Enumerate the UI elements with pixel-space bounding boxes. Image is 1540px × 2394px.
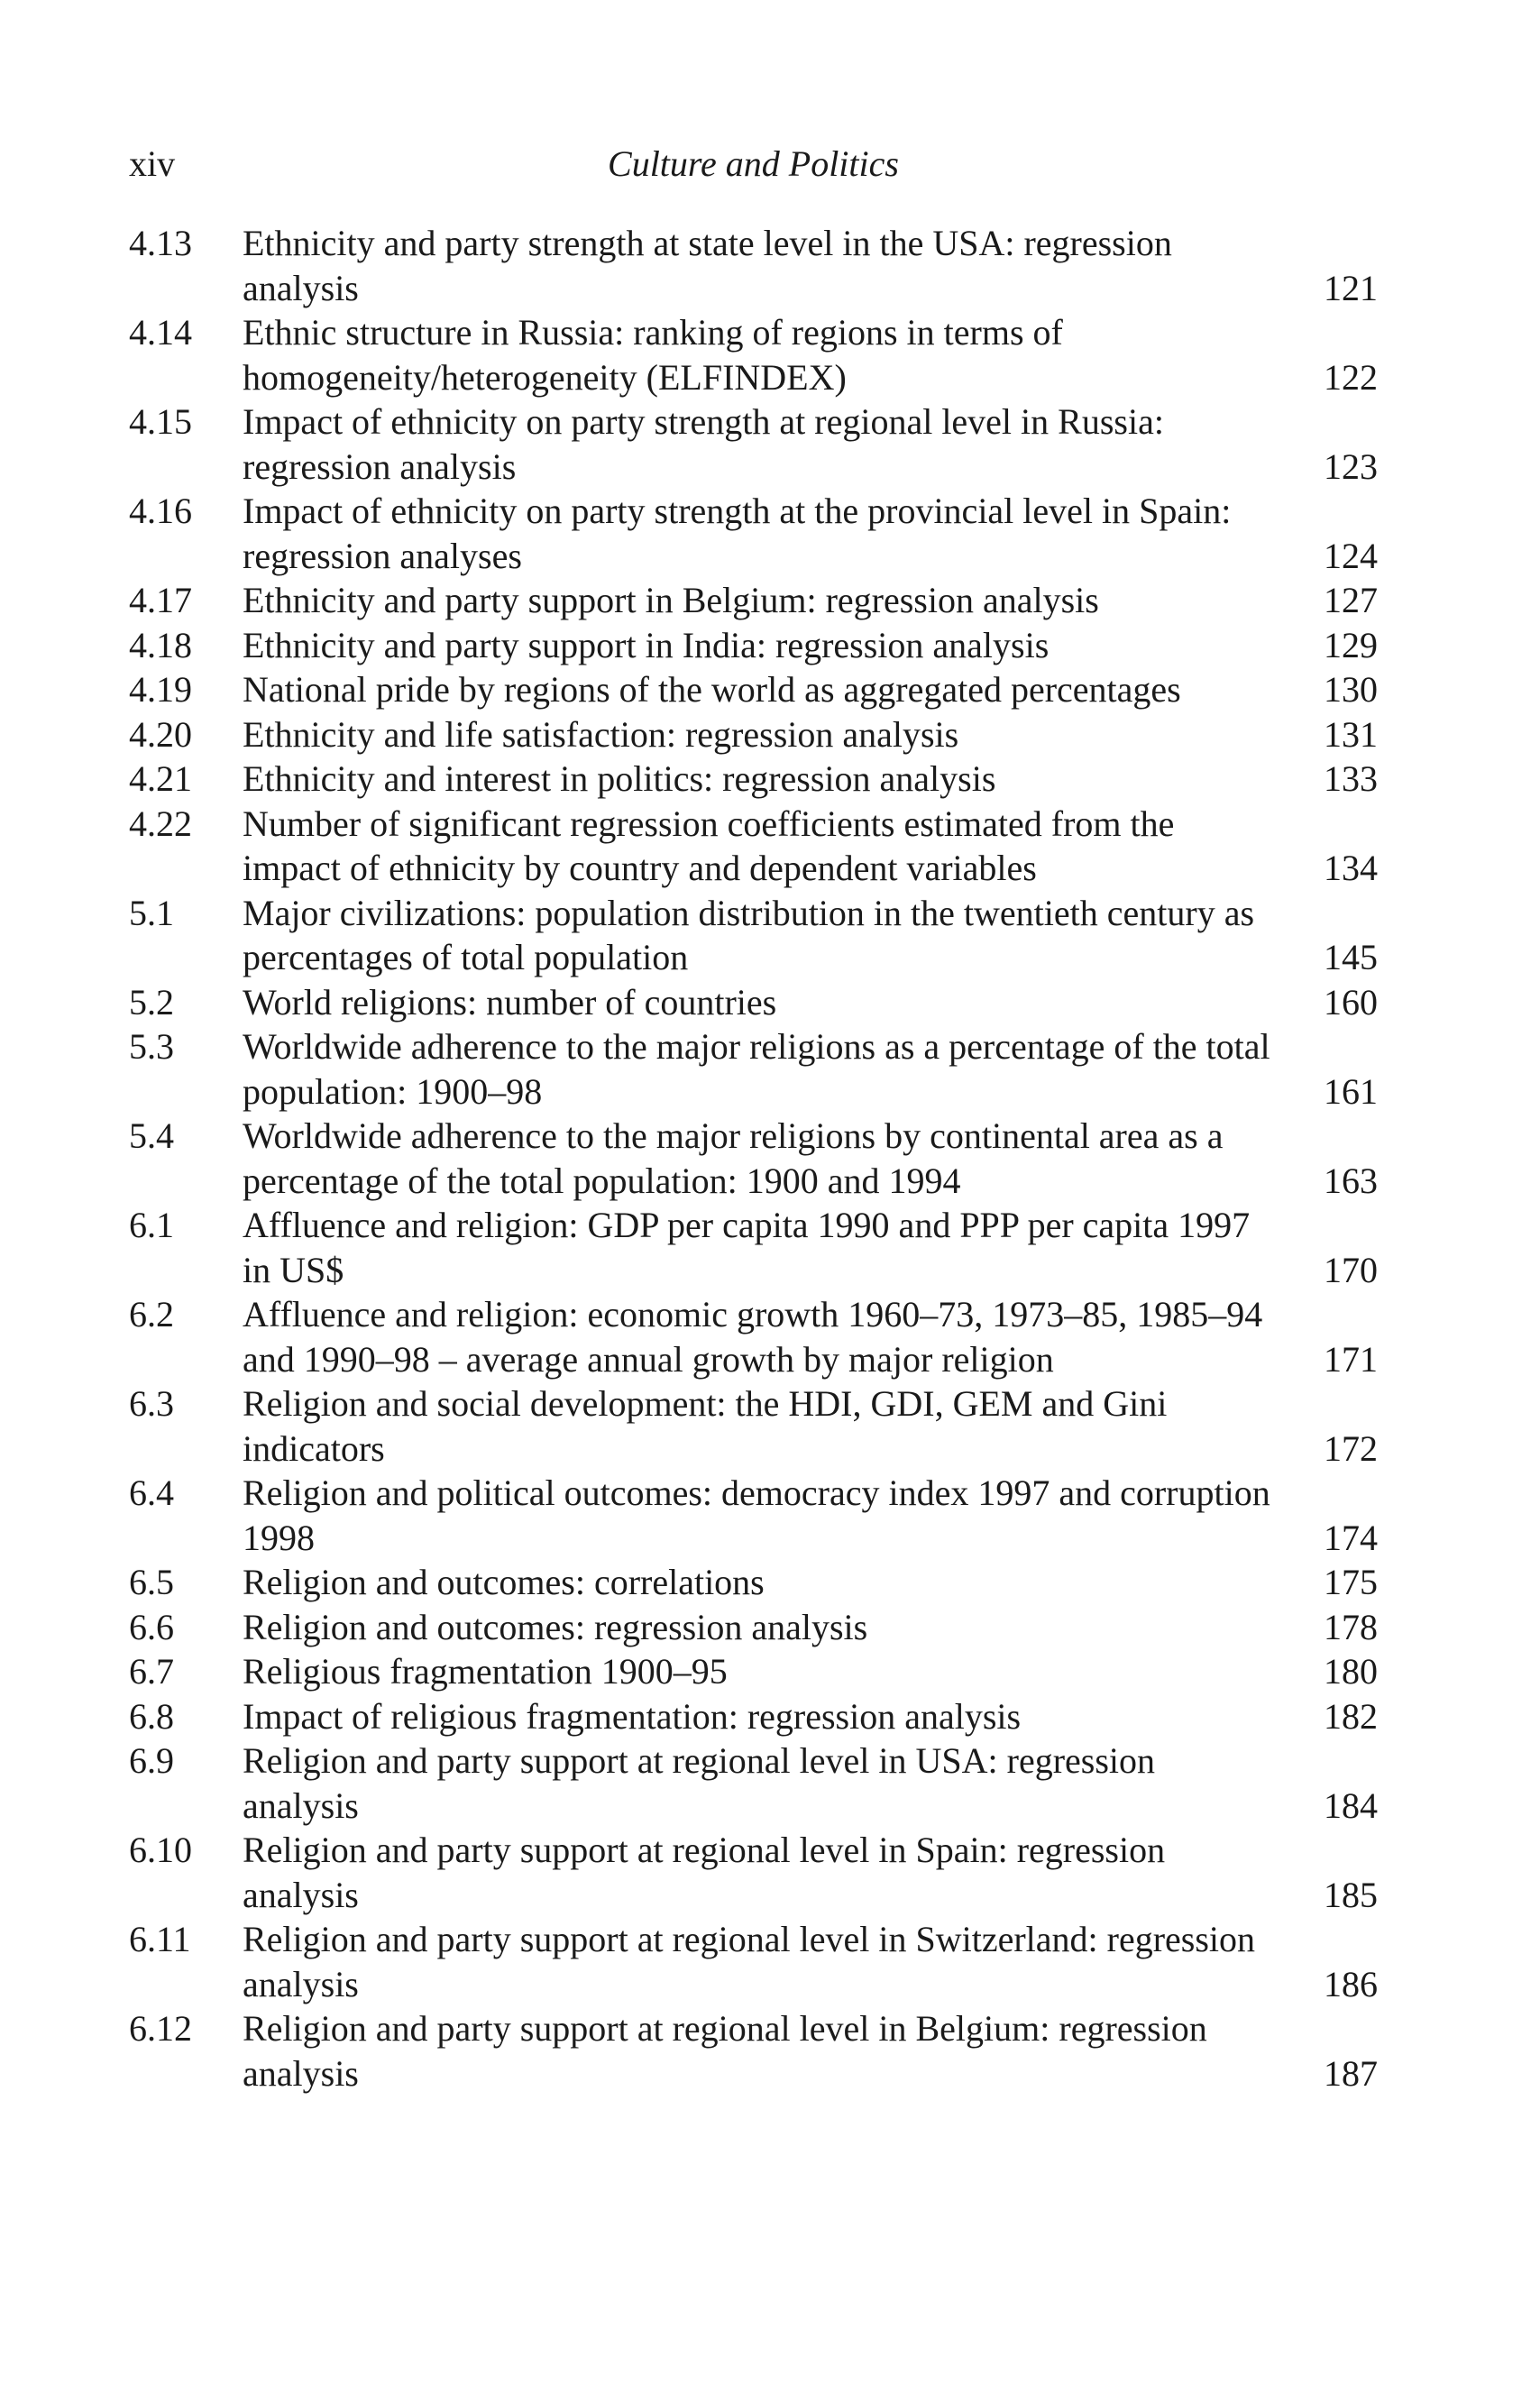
page-number: 172 <box>1324 1427 1378 1469</box>
table-number: 6.11 <box>129 1919 191 1959</box>
toc-entry <box>129 221 1378 310</box>
table-number: 4.15 <box>129 401 192 442</box>
table-number: 5.4 <box>129 1115 174 1156</box>
toc-entry <box>129 1828 1378 1917</box>
toc-entry <box>129 1203 1378 1292</box>
page-number: 174 <box>1324 1517 1378 1558</box>
table-title: National pride by regions of the world as aggregated percentages <box>243 669 1181 710</box>
page-number: 122 <box>1324 356 1378 398</box>
table-title: Religion and party support at regional level in USA: regression analysis <box>243 1740 1156 1826</box>
table-number: 5.3 <box>129 1026 174 1067</box>
page-number: 134 <box>1324 848 1378 888</box>
toc-entry <box>129 1114 1378 1203</box>
table-title: Ethnic structure in Russia: ranking of regions in terms of homogeneity/heterogeneity (ELFINDEX) <box>243 312 1063 398</box>
page-number: 131 <box>1324 713 1378 755</box>
table-number: 6.5 <box>129 1562 174 1602</box>
toc-entry <box>129 980 1378 1025</box>
table-number: 4.16 <box>129 491 192 531</box>
table-number: 6.12 <box>129 2008 192 2049</box>
table-title: Impact of religious fragmentation: regression analysis <box>243 1695 1022 1737</box>
table-title: Religious fragmentation 1900–95 <box>243 1651 728 1692</box>
table-number: 5.2 <box>129 981 174 1023</box>
table-number: 4.18 <box>129 624 192 665</box>
table-number: 4.13 <box>129 223 192 263</box>
page-number: 129 <box>1324 624 1378 665</box>
table-title: Religion and outcomes: correlations <box>243 1562 765 1602</box>
table-number: 5.1 <box>129 892 174 933</box>
page-number: 175 <box>1324 1562 1378 1602</box>
toc-entry <box>129 1471 1378 1560</box>
toc-entry <box>129 1560 1378 1605</box>
running-head <box>129 137 1378 191</box>
table-title: Ethnicity and party support in India: regression analysis <box>243 624 1050 665</box>
toc-entry <box>129 1605 1378 1650</box>
table-title: Religion and social development: the HDI, GDI, GEM and Gini indicators <box>243 1383 1168 1469</box>
table-number: 4.21 <box>129 758 192 799</box>
table-title: Ethnicity and party strength at state level in the USA: regression analysis <box>243 223 1172 308</box>
toc-entry <box>129 712 1378 757</box>
table-title: Affluence and religion: GDP per capita 1990 and PPP per capita 1997 in US$ <box>243 1205 1251 1290</box>
table-title: Major civilizations: population distribution in the twentieth century as percentages of total population <box>243 892 1255 977</box>
toc-entry <box>129 399 1378 489</box>
table-title: Affluence and religion: economic growth 1960–73, 1973–85, 1985–94 and 1990–98 – average annual growth by major religion <box>243 1294 1263 1380</box>
table-number: 4.22 <box>129 803 192 844</box>
table-title: Ethnicity and interest in politics: regression analysis <box>243 758 996 799</box>
table-title: Religion and political outcomes: democracy index 1997 and corruption 1998 <box>243 1472 1270 1558</box>
table-number: 6.6 <box>129 1606 174 1647</box>
page-number: 130 <box>1324 669 1378 710</box>
page-number: 184 <box>1324 1784 1378 1826</box>
toc-entry <box>129 578 1378 623</box>
list-of-tables <box>129 221 1378 2096</box>
toc-entry <box>129 802 1378 891</box>
toc-entry <box>129 1738 1378 1828</box>
table-title: Ethnicity and life satisfaction: regression analysis <box>243 713 959 755</box>
toc-entry <box>129 891 1378 980</box>
table-number: 6.4 <box>129 1472 174 1513</box>
page-number: 171 <box>1324 1338 1378 1380</box>
page-number: 187 <box>1324 2052 1378 2094</box>
page-folio: xiv <box>129 143 176 184</box>
table-number: 6.7 <box>129 1651 174 1692</box>
page-number: 133 <box>1324 758 1378 799</box>
table-number: 6.9 <box>129 1740 174 1781</box>
table-title: Ethnicity and party support in Belgium: regression analysis <box>243 580 1099 620</box>
table-number: 6.2 <box>129 1294 174 1335</box>
table-number: 4.14 <box>129 312 192 353</box>
table-title: Impact of ethnicity on party strength at the provincial level in Spain: regression analyses <box>243 491 1232 576</box>
table-title: Religion and party support at regional level in Belgium: regression analysis <box>243 2008 1207 2094</box>
table-title: Impact of ethnicity on party strength at regional level in Russia: regression analysis <box>243 401 1164 487</box>
table-number: 4.19 <box>129 669 192 710</box>
page-number: 178 <box>1324 1606 1378 1647</box>
toc-entry <box>129 2006 1378 2096</box>
toc-entry <box>129 1381 1378 1471</box>
page-number: 160 <box>1324 981 1378 1023</box>
toc-entry <box>129 1917 1378 2006</box>
toc-entry <box>129 1024 1378 1114</box>
toc-entry <box>129 623 1378 668</box>
table-number: 4.20 <box>129 713 192 755</box>
page-number: 180 <box>1324 1651 1378 1692</box>
table-number: 6.10 <box>129 1830 192 1870</box>
page-number: 127 <box>1324 580 1378 620</box>
table-title: Religion and party support at regional level in Spain: regression analysis <box>243 1830 1166 1915</box>
toc-entry <box>129 757 1378 802</box>
page-number: 161 <box>1324 1070 1378 1112</box>
table-number: 6.3 <box>129 1383 174 1424</box>
page-number: 123 <box>1324 445 1378 487</box>
table-number: 4.17 <box>129 580 192 620</box>
table-title: Worldwide adherence to the major religions by continental area as a percentage of the total population: 1900 and 1994 <box>243 1115 1224 1201</box>
toc-entry <box>129 310 1378 399</box>
toc-entry <box>129 667 1378 712</box>
page-number: 121 <box>1324 267 1378 308</box>
toc-entry <box>129 489 1378 578</box>
page-number: 124 <box>1324 535 1378 576</box>
table-number: 6.8 <box>129 1695 174 1737</box>
toc-entry <box>129 1694 1378 1739</box>
page-number: 182 <box>1324 1695 1378 1737</box>
running-title: Culture and Politics <box>608 143 899 184</box>
table-title: Religion and party support at regional level in Switzerland: regression analysis <box>243 1919 1256 2004</box>
table-title: World religions: number of countries <box>243 981 777 1023</box>
page-number: 186 <box>1324 1963 1378 2004</box>
table-title: Number of significant regression coefficients estimated from the impact of ethnicity by country and dependent variables <box>243 803 1175 888</box>
toc-entry <box>129 1292 1378 1381</box>
table-number: 6.1 <box>129 1205 174 1245</box>
toc-entry <box>129 1649 1378 1694</box>
table-title: Religion and outcomes: regression analysis <box>243 1606 868 1647</box>
page-number: 145 <box>1324 937 1378 977</box>
page-number: 170 <box>1324 1249 1378 1290</box>
page-number: 185 <box>1324 1874 1378 1915</box>
table-title: Worldwide adherence to the major religions as a percentage of the total population: 1900–98 <box>243 1026 1270 1112</box>
page-number: 163 <box>1324 1160 1378 1201</box>
